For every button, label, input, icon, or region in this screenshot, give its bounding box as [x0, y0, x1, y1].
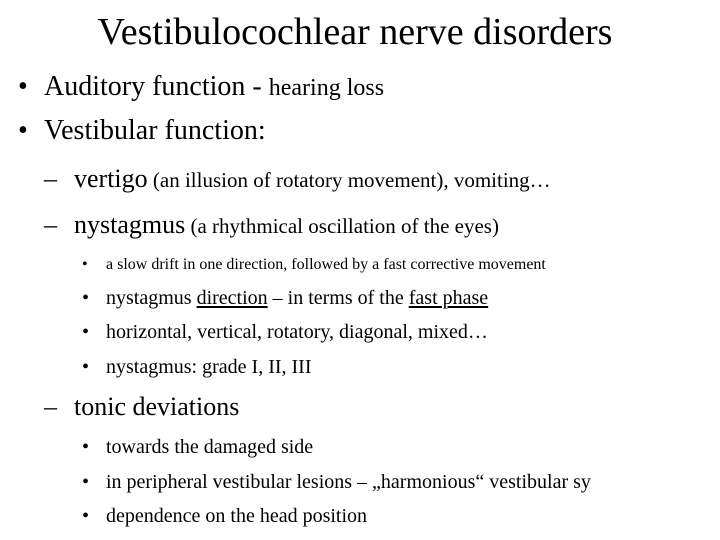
auditory-detail: hearing loss: [268, 75, 385, 101]
tonic-term: tonic deviations: [74, 392, 240, 421]
underlined-fast-phase: fast phase: [408, 287, 489, 309]
bullet-dot: •: [82, 256, 88, 273]
subbullet-nystagmus: [44, 209, 499, 242]
item-text: dependence on the head position: [106, 505, 368, 527]
item-text: in peripheral vestibular lesions – „harmonious“ vestibular sy: [106, 471, 591, 493]
subbullet-tonic-deviations: [44, 391, 239, 423]
tonic-item-head-position: [82, 503, 367, 529]
bullet-auditory-function: [18, 70, 384, 105]
item-text: nystagmus: grade I, II, III: [106, 356, 312, 378]
dash-marker: –: [44, 210, 57, 239]
vestibular-label: Vestibular function:: [44, 115, 266, 146]
nystagmus-item-types: [82, 319, 488, 345]
slide-title: Vestibulocochlear nerve disorders: [97, 11, 613, 53]
tonic-item-peripheral-lesions: [82, 469, 591, 495]
bullet-vestibular-function: [18, 114, 266, 148]
bullet-dot: •: [82, 436, 90, 458]
tonic-item-damaged-side: [82, 434, 313, 460]
item-text: towards the damaged side: [106, 436, 314, 458]
nystagmus-term: nystagmus: [74, 210, 186, 239]
nystagmus-item-direction: [82, 285, 488, 311]
nystagmus-item-grade: [82, 354, 312, 380]
dash-marker: –: [44, 392, 57, 421]
subbullet-vertigo: [44, 163, 551, 196]
item-text: horizontal, vertical, rotatory, diagonal, mixed…: [106, 321, 488, 343]
nystagmus-item-slow-drift: [82, 252, 546, 278]
item-text-mid: – in terms of the: [267, 287, 409, 309]
dash-marker: –: [44, 164, 57, 193]
bullet-dot: •: [82, 287, 90, 309]
bullet-dot: •: [82, 505, 90, 527]
bullet-dot: •: [18, 115, 28, 146]
item-text: a slow drift in one direction, followed by a fast corrective movement: [106, 256, 546, 273]
bullet-dot: •: [18, 71, 28, 102]
auditory-label: Auditory function -: [44, 71, 269, 102]
bullet-dot: •: [82, 471, 90, 493]
underlined-direction: direction: [196, 287, 268, 309]
vertigo-detail: (an illusion of rotatory movement), vomiting…: [147, 168, 551, 192]
vertigo-term: vertigo: [74, 164, 148, 193]
bullet-dot: •: [82, 356, 90, 378]
bullet-dot: •: [82, 321, 90, 343]
item-text-pre: nystagmus: [106, 287, 197, 309]
nystagmus-detail: (a rhythmical oscillation of the eyes): [185, 214, 499, 238]
